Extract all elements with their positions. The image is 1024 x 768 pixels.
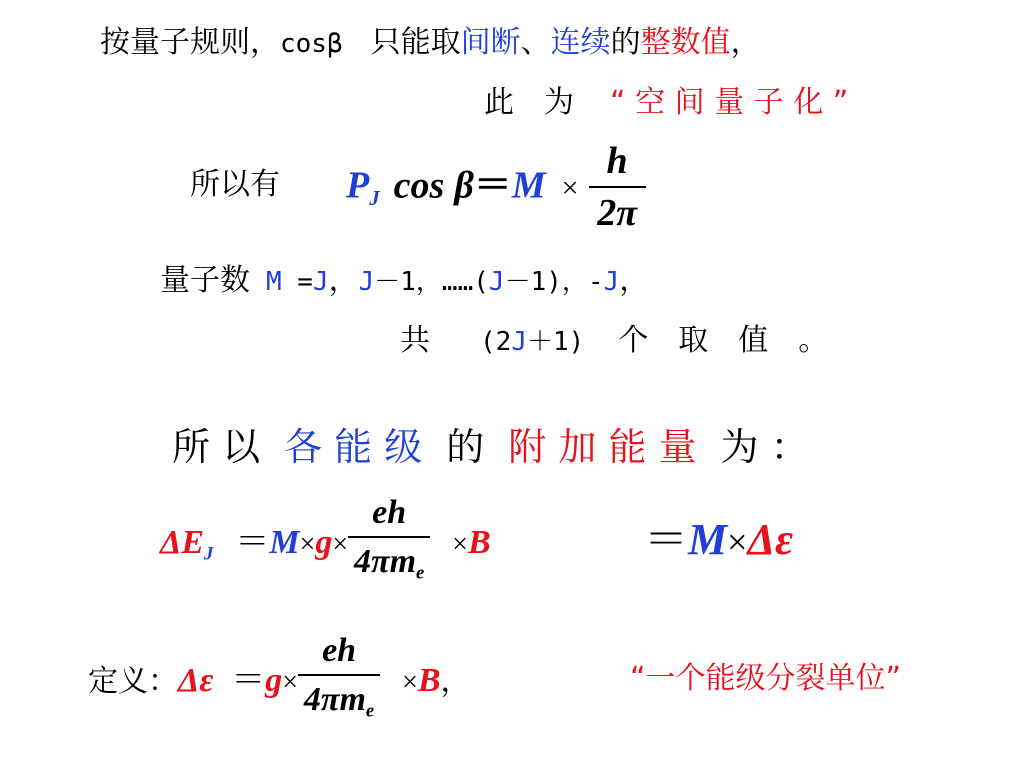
total-j: J bbox=[511, 327, 527, 357]
qn-j4: J bbox=[603, 267, 620, 297]
qn-j2: J bbox=[358, 267, 375, 297]
qn-minus1: －1，……( bbox=[374, 267, 489, 297]
eq1-beta: β bbox=[454, 164, 474, 207]
eq2-numerator: eh bbox=[348, 492, 430, 538]
eq2-equals2: ＝ bbox=[644, 515, 688, 564]
qn-eq: = bbox=[281, 267, 313, 297]
angular-momentum-equation bbox=[346, 138, 646, 236]
rule-mid: 只能取 bbox=[370, 25, 461, 60]
rule-line bbox=[100, 24, 761, 63]
eq3-times2: × bbox=[402, 666, 418, 698]
quantum-number-label: 量子数 bbox=[160, 263, 250, 298]
quantization-line bbox=[484, 84, 848, 122]
qn-j3: J bbox=[488, 267, 505, 297]
bohr-magneton-fraction bbox=[348, 492, 430, 595]
heading-p5: 为 ： bbox=[720, 425, 809, 469]
eq2-g: g bbox=[315, 523, 333, 561]
qn-c1: ， bbox=[328, 263, 359, 298]
eq3-equals: ＝ bbox=[231, 661, 266, 699]
eq3-fraction bbox=[298, 630, 380, 733]
heading-p2: 各 能 级 bbox=[284, 425, 423, 469]
eq2-times1: × bbox=[299, 528, 316, 560]
eq3-delta-eps: Δε bbox=[178, 661, 214, 699]
total-values-line bbox=[400, 322, 828, 361]
heading-p4: 附 加 能 量 bbox=[508, 425, 697, 469]
eq3-b: B bbox=[417, 661, 441, 699]
qn-end: ， bbox=[619, 263, 650, 298]
eq1-label: 所以有 bbox=[190, 167, 280, 202]
eq1-equals: ＝ bbox=[473, 164, 512, 207]
eq2-equals: ＝ bbox=[235, 523, 270, 561]
word-integer: 整数值 bbox=[640, 25, 731, 60]
eq2-delta-e: ΔE bbox=[160, 523, 204, 561]
qn-minus2: －1)，- bbox=[504, 267, 604, 297]
eq2-den-sub: e bbox=[416, 562, 425, 584]
quantization-prefix: 此 为 bbox=[484, 85, 574, 120]
splitting-unit-note: “一个能级分裂单位” bbox=[630, 661, 902, 696]
quantum-number-line bbox=[160, 262, 649, 301]
word-continuous: 连续 bbox=[550, 25, 611, 60]
eq1-denominator: 2π bbox=[597, 192, 637, 234]
eq3-label: 定义： bbox=[88, 663, 178, 699]
eq2-times3: × bbox=[452, 528, 468, 560]
rule-de: 的 bbox=[610, 25, 641, 60]
total-open: (2 bbox=[480, 327, 512, 357]
eq1-times: × bbox=[561, 171, 579, 205]
eq2-times4: × bbox=[727, 522, 748, 562]
eq1-cos: cos bbox=[393, 164, 445, 207]
eq2-den: 4πm bbox=[354, 543, 417, 580]
energy-shift-equation bbox=[160, 492, 491, 595]
additional-energy-heading bbox=[172, 424, 809, 470]
qn-j1: J bbox=[312, 267, 329, 297]
eq3-comma: ， bbox=[440, 663, 471, 699]
total-tail: 个 取 值 。 bbox=[618, 323, 829, 358]
heading-p3: 的 bbox=[446, 425, 485, 469]
eq2-m2: M bbox=[688, 515, 728, 564]
eq2-sub: J bbox=[204, 543, 214, 565]
eq3-numerator: eh bbox=[298, 630, 380, 676]
eq3-times1: × bbox=[282, 666, 299, 698]
qn-m: M bbox=[266, 267, 282, 297]
eq1-p: P bbox=[346, 164, 370, 207]
total-gong: 共 bbox=[400, 323, 430, 358]
eq3-g: g bbox=[265, 661, 283, 699]
eq2-times2: × bbox=[332, 528, 349, 560]
h-over-2pi-fraction bbox=[589, 138, 646, 236]
cos-beta-text: cosβ bbox=[280, 29, 343, 59]
eq2-m: M bbox=[269, 523, 300, 561]
eq2-delta-eps: Δε bbox=[747, 515, 794, 564]
eq2-b: B bbox=[467, 523, 491, 561]
definition-equation bbox=[88, 630, 471, 733]
word-discrete: 间断 bbox=[460, 25, 521, 60]
total-close: ＋1) bbox=[526, 327, 585, 357]
rule-sep: 、 bbox=[520, 25, 551, 60]
eq1-m: M bbox=[511, 164, 546, 207]
rule-end: ， bbox=[730, 25, 761, 60]
eq3-den-sub: e bbox=[365, 700, 375, 722]
heading-p1: 所 以 bbox=[172, 425, 261, 469]
eq3-den: 4πm bbox=[303, 681, 366, 718]
eq1-numerator: h bbox=[589, 138, 646, 188]
space-quantization-quote: “ 空 间 量 子 化 ” bbox=[610, 85, 849, 120]
energy-shift-result bbox=[644, 514, 793, 568]
rule-prefix: 按量子规则， bbox=[100, 25, 280, 60]
eq1-p-sub: J bbox=[369, 185, 380, 210]
